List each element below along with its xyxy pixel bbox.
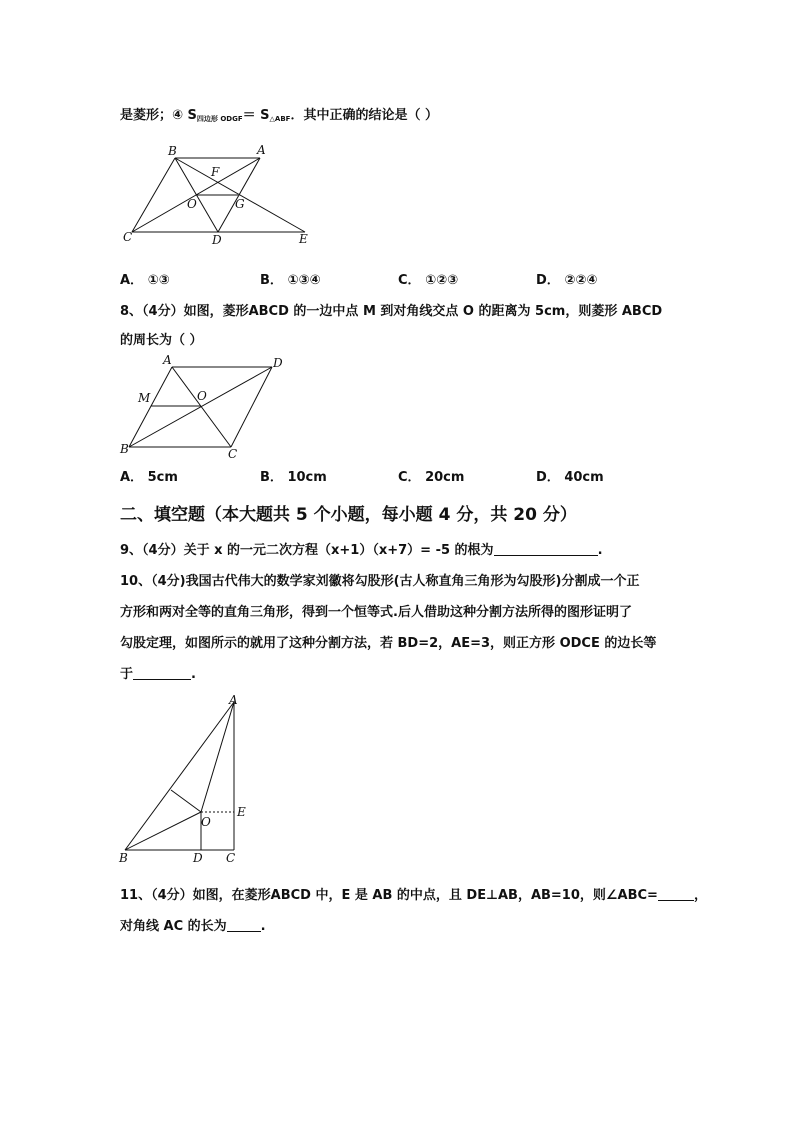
q10-label-B: B [119, 851, 128, 865]
q7-option-a [120, 269, 170, 288]
q9-text: 9、（4分）关于 x 的一元二次方程（x+1）（x+7）= -5 的根为 [120, 543, 494, 558]
q10-line2: 方形和两对全等的直角三角形，得到一个恒等式.后人借助这种分割方法所得的图形证明了 [120, 605, 632, 620]
q10-figure [115, 690, 260, 870]
q7-label-F: F [211, 165, 220, 179]
q8-option-c [398, 466, 464, 485]
q7-text-after: ．其中正确的结论是（ ） [290, 108, 438, 123]
option-letter: B． [260, 273, 283, 288]
q7-label-B: B [168, 144, 177, 158]
q8-option-a [120, 466, 178, 485]
q7-option-d [536, 269, 597, 288]
q8-label-B: B [120, 442, 129, 456]
q10-label-O: O [201, 815, 211, 829]
q8-label-O: O [197, 389, 207, 403]
q8-label-D: D [273, 356, 283, 370]
option-letter: D． [536, 470, 560, 485]
q8-option-b [260, 466, 327, 485]
q8-label-M: M [138, 391, 151, 405]
q9-end: . [597, 543, 603, 558]
option-value: ①②③ [425, 273, 459, 288]
option-value: ①③④ [287, 273, 321, 288]
q7-label-O: O [187, 197, 197, 211]
q8-label-C: C [228, 447, 238, 461]
q7-figure [115, 140, 325, 250]
q7-subscript-triangle: △ABF [269, 115, 291, 123]
q10-line4 [120, 663, 196, 682]
option-value: ①③ [147, 273, 170, 288]
option-letter: B． [260, 470, 283, 485]
q7-text-before: 是菱形；④ S [120, 108, 197, 123]
section-heading: 二、填空题（本大题共 5 个小题，每小题 4 分，共 20 分） [120, 505, 577, 525]
q10-end: . [191, 667, 196, 682]
q8-label-A: A [163, 353, 172, 367]
q10-label-A: A [229, 693, 238, 707]
q10-line1: 10、（4分)我国古代伟大的数学家刘徽将勾股形(古人称直角三角形为勾股形)分割成一个正 [120, 574, 640, 589]
q7-label-D: D [212, 233, 222, 247]
option-value: 40cm [564, 470, 604, 485]
answer-blank-diagonal[interactable] [227, 919, 261, 932]
q7-equals: ＝ S [242, 108, 270, 123]
q7-label-E: E [299, 232, 308, 246]
q7-conclusion-line [120, 104, 438, 124]
q11-line1 [120, 884, 707, 903]
q10-label-E: E [237, 805, 246, 819]
q10-label-C: C [226, 851, 236, 865]
option-letter: A． [120, 273, 144, 288]
q11-comma: ， [693, 888, 707, 903]
q11-end: . [260, 919, 266, 934]
q8-line1: 8、（4分）如图，菱形ABCD 的一边中点 M 到对角线交点 O 的距离为 5cm，则菱形 ABCD [120, 304, 663, 319]
q11-text: 对角线 AC 的长为 [120, 919, 227, 934]
q10-text: 于 [120, 667, 134, 682]
option-letter: C． [398, 470, 421, 485]
option-value: 10cm [287, 470, 327, 485]
q7-option-b [260, 269, 320, 288]
q10-line3: 勾股定理，如图所示的就用了这种分割方法，若 BD=2，AE=3，则正方形 ODCE 的边长等 [120, 636, 657, 651]
option-letter: D． [536, 273, 560, 288]
option-value: ②②④ [564, 273, 598, 288]
q7-label-C: C [123, 230, 133, 244]
answer-blank[interactable] [133, 667, 191, 680]
q8-figure [115, 350, 295, 465]
q10-label-D: D [193, 851, 203, 865]
answer-blank-angle[interactable] [658, 888, 694, 901]
option-letter: A． [120, 470, 144, 485]
q7-subscript-quad: 四边形 ODGF [196, 115, 243, 123]
q9-line [120, 539, 603, 558]
q11-text: 11、（4分）如图，在菱形ABCD 中，E 是 AB 的中点，且 DE⊥AB，AB=10，则∠ABC= [120, 888, 658, 903]
answer-blank[interactable] [494, 543, 598, 556]
option-letter: C． [398, 273, 421, 288]
q7-label-A: A [257, 143, 266, 157]
q8-line2: 的周长为（ ） [120, 333, 203, 348]
q7-label-G: G [235, 197, 245, 211]
q11-line2 [120, 915, 266, 934]
option-value: 20cm [425, 470, 465, 485]
q8-option-d [536, 466, 604, 485]
option-value: 5cm [147, 470, 178, 485]
q7-option-c [398, 269, 458, 288]
